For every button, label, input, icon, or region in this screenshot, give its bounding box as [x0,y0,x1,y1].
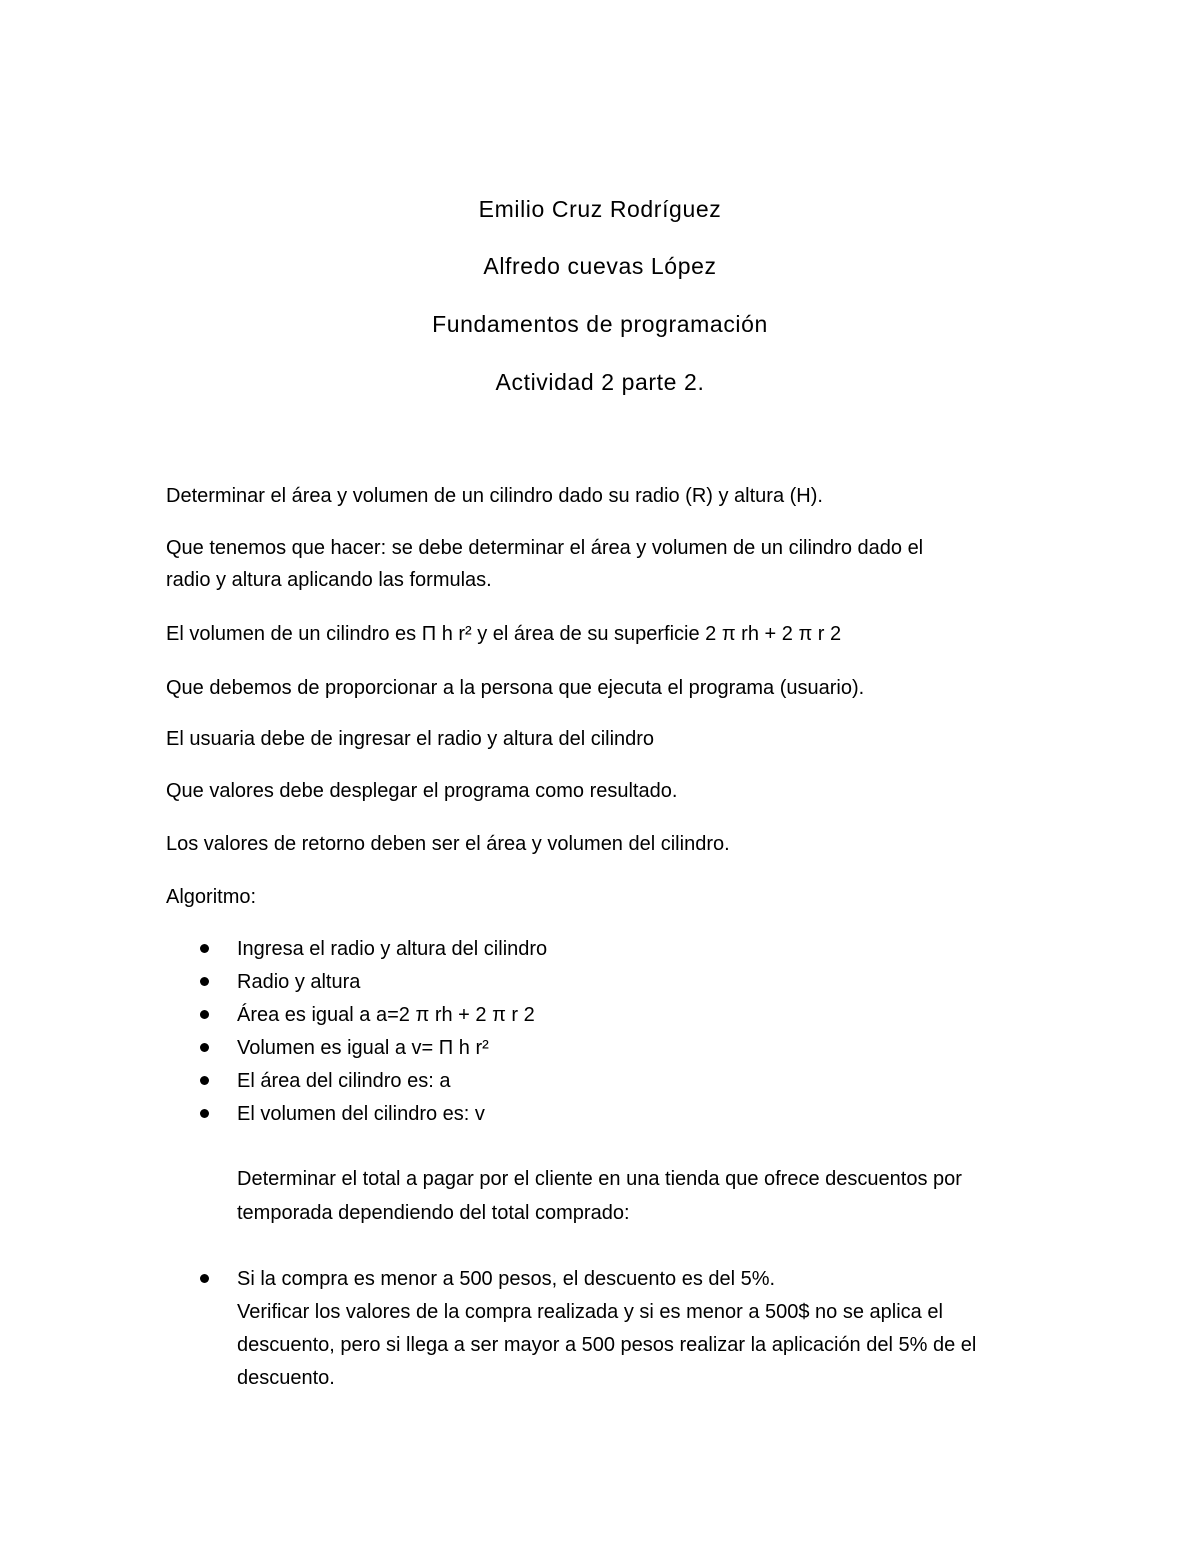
bullet-icon [200,1010,209,1019]
second-problem-line-2: temporada dependiendo del total comprado: [237,1202,630,1224]
problem-statement: Determinar el área y volumen de un cilindro dado su radio (R) y altura (H). [166,485,823,507]
discount-line-4: descuento. [237,1367,335,1389]
formula-paragraph: El volumen de un cilindro es Π h r² y el área de su superficie 2 π rh + 2 π r 2 [166,623,842,645]
discount-line-3: descuento, pero si llega a ser mayor a 500 pesos realizar la aplicación del 5% de el [237,1334,977,1356]
discount-list-item [200,1263,1060,1393]
task-description-line-2: radio y altura aplicando las formulas. [166,569,492,591]
list-item-text: Radio y altura [237,971,361,993]
bullet-icon [200,977,209,986]
bullet-icon [200,1274,209,1283]
list-item-text: El área del cilindro es: a [237,1070,451,1092]
bullet-icon [200,944,209,953]
input-question: Que debemos de proporcionar a la persona que ejecuta el programa (usuario). [166,677,865,699]
bullet-icon [200,1109,209,1118]
task-description-line-1: Que tenemos que hacer: se debe determinar el área y volumen de un cilindro dado el [166,537,924,559]
bullet-icon [200,1043,209,1052]
output-question: Que valores debe desplegar el programa como resultado. [166,780,678,802]
algorithm-heading: Algoritmo: [166,886,257,908]
discount-line-2: Verificar los valores de la compra realizada y si es menor a 500$ no se aplica el [237,1301,943,1323]
input-answer: El usuaria debe de ingresar el radio y altura del cilindro [166,728,655,750]
list-item-text: El volumen del cilindro es: v [237,1103,485,1125]
discount-line-1: Si la compra es menor a 500 pesos, el descuento es del 5%. [237,1268,776,1290]
list-item-text: Volumen es igual a v= Π h r² [237,1037,489,1059]
list-item-text: Ingresa el radio y altura del cilindro [237,938,548,960]
list-item-text: Área es igual a a=2 π rh + 2 π r 2 [237,1004,535,1026]
activity-title: Actividad 2 parte 2. [495,369,705,395]
discount-text [237,1263,976,1395]
second-problem-statement [237,1162,1057,1230]
course-name: Fundamentos de programación [432,311,768,337]
author-name-1: Emilio Cruz Rodríguez [478,196,722,222]
output-answer: Los valores de retorno deben ser el área y volumen del cilindro. [166,833,730,855]
author-name-2: Alfredo cuevas López [483,253,717,279]
bullet-icon [200,1076,209,1085]
second-problem-line-1: Determinar el total a pagar por el cliente en una tienda que ofrece descuentos por [237,1168,962,1190]
